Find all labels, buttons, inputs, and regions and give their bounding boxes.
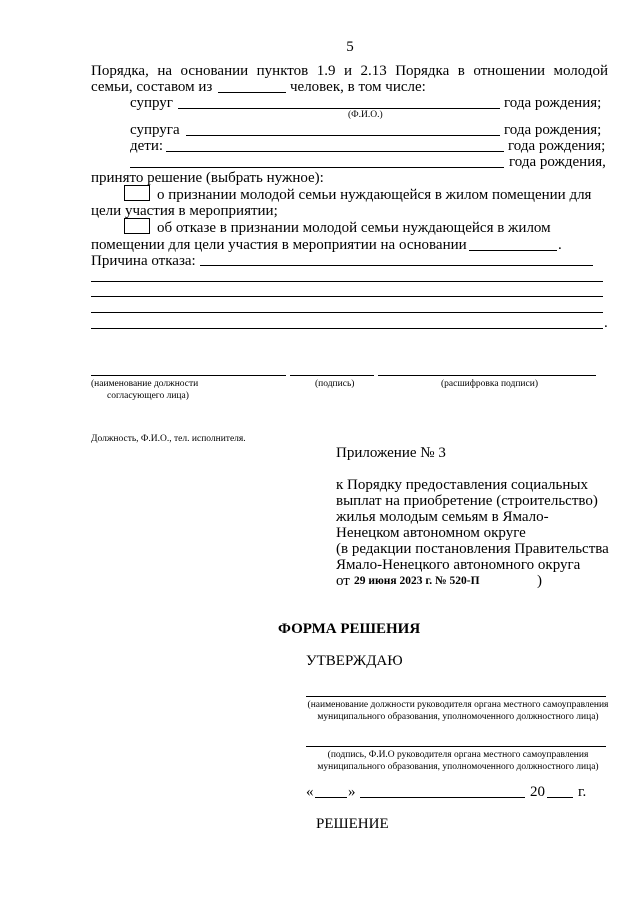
date-year-suffix: г. (578, 784, 587, 800)
head-signature-blank (306, 746, 606, 747)
refusal-reason-blank-3 (91, 296, 603, 297)
husband-name-blank (178, 108, 500, 109)
child-1-birth-year-label: года рождения; (508, 138, 606, 154)
decrypt-caption: (расшифровка подписи) (441, 379, 538, 389)
page-number: 5 (346, 39, 354, 55)
wife-birth-year-label: года рождения; (504, 122, 602, 138)
refusal-reason-label: Причина отказа: (91, 253, 196, 269)
refusal-basis-end: . (558, 237, 562, 253)
option-approve-line-2: цели участия в мероприятии; (91, 203, 278, 219)
children-label: дети: (130, 138, 164, 154)
refusal-basis-blank (469, 250, 557, 251)
child-2-blank (130, 167, 504, 168)
wife-label: супруга (130, 122, 180, 138)
appendix-from-label: от (336, 573, 350, 589)
date-day-blank (315, 797, 347, 798)
option-approve-checkbox[interactable] (124, 185, 150, 201)
appendix-line-4: Ненецком автономном округе (336, 525, 526, 541)
fio-hint: (Ф.И.О.) (348, 110, 383, 120)
option-approve-line-1: о признании молодой семьи нуждающейся в жилом помещении для (157, 187, 592, 203)
executor-info: Должность, Ф.И.О., тел. исполнителя. (91, 434, 246, 444)
appendix-line-6: Ямало-Ненецкого автономного округа (336, 557, 581, 573)
position-blank (91, 375, 286, 376)
approve-label: УТВЕРЖДАЮ (306, 653, 403, 669)
child-1-blank (166, 151, 504, 152)
child-2-birth-year-label: года рождения, (509, 154, 606, 170)
decision-title: РЕШЕНИЕ (316, 816, 389, 832)
head-position-caption: (наименование должности руководителя органа местного самоуправления муниципального образования, уполномоченного должностного лица) (307, 700, 609, 722)
intro-line-1: Порядка, на основании пунктов 1.9 и 2.13 Порядка в отношении молодой (91, 63, 608, 79)
refusal-reason-blank-5 (91, 328, 603, 329)
family-size-blank (218, 92, 286, 93)
date-close-quote: » (348, 784, 356, 800)
refusal-reason-end: . (604, 315, 608, 331)
intro-line-2-end: человек, в том числе: (290, 79, 426, 95)
wife-name-blank (186, 135, 500, 136)
date-open-quote: « (306, 784, 314, 800)
signature-caption: (подпись) (315, 379, 355, 389)
appendix-line-5: (в редакции постановления Правительства (336, 541, 609, 557)
husband-label: супруг (130, 95, 173, 111)
intro-line-2-start: семьи, составом из (91, 79, 213, 95)
decision-made-label: принято решение (выбрать нужное): (91, 170, 324, 186)
refusal-reason-blank-1 (200, 265, 593, 266)
refusal-reason-blank-4 (91, 312, 603, 313)
appendix-line-3: жилья молодым семьям в Ямало- (336, 509, 549, 525)
husband-birth-year-label: года рождения; (504, 95, 602, 111)
head-position-blank (306, 696, 606, 697)
option-refuse-checkbox[interactable] (124, 218, 150, 234)
position-caption-2: согласующего лица) (107, 391, 189, 401)
form-heading: ФОРМА РЕШЕНИЯ (278, 621, 421, 637)
head-signature-caption: (подпись, Ф.И.О руководителя органа местного самоуправления муниципального образования, уполномоченного должностного лица) (317, 750, 599, 772)
signature-blank (290, 375, 374, 376)
date-month-blank (360, 797, 525, 798)
appendix-line-2: выплат на приобретение (строительство) (336, 493, 598, 509)
appendix-title: Приложение № 3 (336, 445, 446, 461)
option-refuse-line-2: помещении для цели участия в мероприятии на основании (91, 237, 467, 253)
appendix-line-1: к Порядку предоставления социальных (336, 477, 588, 493)
option-refuse-line-1: об отказе в признании молодой семьи нуждающейся в жилом (157, 220, 551, 236)
position-caption-1: (наименование должности (91, 379, 199, 389)
appendix-close-paren: ) (537, 573, 542, 589)
refusal-reason-blank-2 (91, 281, 603, 282)
date-year-prefix: 20 (530, 784, 545, 800)
signature-decrypt-blank (378, 375, 596, 376)
appendix-date-number: 29 июня 2023 г. № 520-П (354, 575, 480, 587)
date-year-blank (547, 797, 573, 798)
